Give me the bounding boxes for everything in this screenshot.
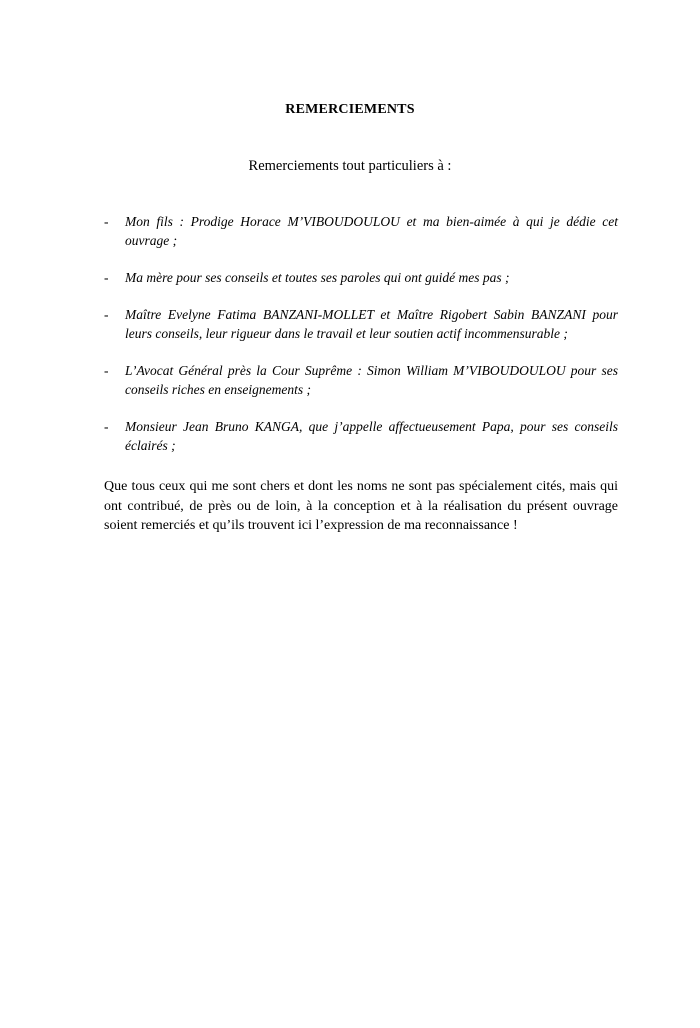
page-title: REMERCIEMENTS: [285, 102, 415, 117]
list-item-text: Maître Evelyne Fatima BANZANI-MOLLET et Maître Rigobert Sabin BANZANI pour leurs conseils, leur rigueur dans le travail et leur soutien actif incommensurable ;: [125, 307, 618, 341]
list-item: [104, 361, 618, 399]
list-item-text: Mon fils : Prodige Horace M’VIBOUDOULOU et ma bien-aimée à qui je dédie cet ouvrage ;: [125, 214, 618, 248]
acknowledgement-list: [104, 212, 618, 473]
bullet-dash: -: [104, 363, 109, 378]
bullet-dash: -: [104, 307, 109, 322]
list-item: [104, 268, 618, 287]
closing-paragraph: Que tous ceux qui me sont chers et dont les noms ne sont pas spécialement cités, mais qui ont contribué, de près ou de loin, à la conception et à la réalisation du présent ouvrage soient remerciés et qu’ils trouvent ici l’expression de ma reconnaissance !: [104, 479, 618, 533]
bullet-dash: -: [104, 214, 109, 229]
page-subtitle: Remerciements tout particuliers à :: [248, 158, 452, 174]
bullet-dash: -: [104, 419, 109, 434]
list-item: [104, 305, 618, 343]
list-item-text: Ma mère pour ses conseils et toutes ses paroles qui ont guidé mes pas ;: [125, 270, 510, 285]
list-item: [104, 212, 618, 250]
list-item-text: Monsieur Jean Bruno KANGA, que j’appelle affectueusement Papa, pour ses conseils éclairés ;: [125, 419, 618, 453]
list-item: [104, 417, 618, 455]
bullet-dash: -: [104, 270, 109, 285]
list-item-text: L’Avocat Général près la Cour Suprême : Simon William M’VIBOUDOULOU pour ses conseils riches en enseignements ;: [125, 363, 618, 397]
